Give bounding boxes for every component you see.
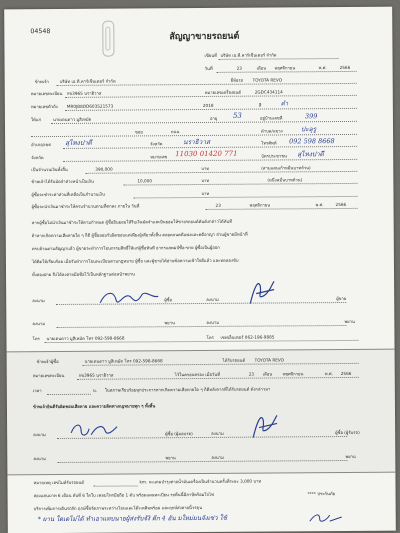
district-label: อำเภอ/เขต [31, 142, 52, 148]
chassis-value: MR0JB8DD603521573 [66, 103, 114, 109]
id-label: หมายเลข [150, 154, 168, 160]
insurance-note: ในสภาพเรียบร้อยทุกประการหากเกิดความเสียหายใด ๆ ก็ดีหลังจากที่ได้รับรถยนต์ ดังกล่าวมา [104, 386, 271, 393]
deposit-label: ข้าพเจ้าได้รับมัดจำล่วงหน้าเป็นเงิน [31, 178, 94, 185]
sign-label-witness2: ลงนาม [206, 319, 219, 325]
buyer-name: นายเดนดาว มูสิเหมัด [52, 116, 92, 123]
phone-value: 092 598 8668 [289, 137, 335, 146]
receiver-name: นายเดนดาว มูสิเหมัด โทร 092-598-8668 [84, 358, 163, 364]
contract-page [4, 7, 396, 533]
remit-month: พฤศจิกายน [249, 202, 271, 208]
seller-intro-label: ข้าพเจ้า [34, 79, 49, 85]
price-currency: บาท [201, 165, 210, 171]
remit-label: ผู้ซื้อจะนำเงินมาชำระให้ครบจำนวนตามที่ตกลง ภายใน วันที่ [31, 203, 140, 210]
received-car: TOYOTA REVO [254, 357, 284, 363]
handwritten-note: * ผาน ใดเดไม่ได้ ทำเอาแทบนายผู้ส่งรับจังิ ดีก 4 อัน มใหม่มนจังเซ่ว ใช้ [37, 514, 227, 524]
terms-line-1: หากผู้ซื้อไม่นำเงินมาชำระให้ตามกำหนด ผู้ซื้อยินยอมให้ริบเงินมัดจำและยินยอมให้ขายรถยนต์คันดังกล่าวได้ทันที [31, 218, 233, 226]
delivery-day: 23 [248, 371, 255, 377]
terms-line-5: ทั้งสองฝ่าย จึงได้ลงลายมือชื่อไว้เป็นหลักฐานต่อหน้าพยาน [32, 271, 135, 278]
color-value: ดำ [280, 100, 289, 108]
price-label: เป็นจำนวนเงินทั้งสิ้น [31, 166, 68, 173]
acknowledgement-line: ข้าพเจ้ายินดีรับผิดชอบเสียหาย และความผิดทางกฎหมายทุก ๆ ทั้งสิ้น [32, 403, 156, 410]
delivery-year: 2566 [340, 370, 352, 377]
document-number: 04548 [30, 28, 51, 36]
phone-label: โทรศัพท์ [261, 140, 277, 146]
buyer-signature [96, 286, 166, 308]
subdistrict-label: ตำบล/แขวง [261, 128, 283, 134]
balance-currency: บาท [201, 190, 210, 196]
sign-label-seller: ลงนาม [206, 296, 219, 302]
seller-phone-line: เซฟเอ็นเตอร์ 062-196-9885 [220, 334, 275, 340]
service-line: บริการเพิ่มการเดินรถจัก ฤกษ์ซื้อจัดภาพระหว่างโอนและโต๊ะเคลิมพร้อม และฤกษ์ส่งลายนิ้วรดุน [33, 504, 203, 512]
gift-label: **** ประกันภัย [307, 491, 336, 497]
year-label: พ.ศ. [318, 65, 327, 71]
soi-label: ซอย [135, 129, 143, 135]
footer-initials [308, 511, 348, 525]
id-province-label: จังหวัด [31, 155, 44, 161]
date-year: 2566 [339, 64, 351, 71]
price-words: (สามแสนเก้าหมื่นบาทถ้วน) [261, 165, 311, 171]
deposit-value: 10,000 [137, 178, 153, 184]
buyer-sign-role: ผู้ซื้อ [164, 297, 173, 303]
time-label: เวลา [32, 388, 42, 394]
color-label: สี [258, 102, 262, 108]
written-at-value: บริษัท เอ.ที.คาร์เซ็นเตอร์ จำกัด [220, 52, 277, 58]
address-label: อยู่บ้านเลขที่ [259, 115, 283, 121]
deposit-words: (หนึ่งหมื่นบาทถ้วน) [267, 177, 303, 183]
terms-line-3: ครบถ้วนตามสัญญาแล้ว ผู้ขายจะทำการโอนกรรมสิทธิ์ให้แก่ผู้ซื้อทันที อากรแสตมป์ซื้อ-ขาย ผู้ซื้อเป็นผู้ออก [31, 244, 220, 252]
phone-label-1: โทร [32, 336, 40, 342]
witness2-role: พยาน [344, 318, 355, 324]
receiver-role: ผู้ซื้อ (ผู้รับรถ) [335, 429, 360, 436]
terms-line-4: ได้ติดให้เรียบร้อย เมื่อรับทำการโอนทะเบียนตามกฎหมาย ผู้ซื้อ และผู้ขายได้อ่านข้อความเข้าใจดีแล้ว และทดลองขับ [31, 257, 239, 265]
received-car-label: ได้รับรถยนต์ [222, 357, 246, 363]
subdistrict-value: ปะลุรู [300, 125, 317, 134]
engine-value: 2GDC434114 [254, 89, 283, 95]
house-number: 399 [304, 112, 318, 121]
price-value: 390,000 [95, 166, 113, 172]
warranty-line: สองแสนบาท 6 เดือน ดับที่ 6 ใดใบ เคลมโทรมือถือ 1 ดับ พร้อมแผนทะเบียน รถตื่นนี้มีภาษีพร้อมใจไฟ [33, 491, 214, 499]
district-value: สุไหงปาดี [65, 138, 92, 147]
delivery-month-label: เดือน [262, 371, 273, 377]
date-label: วันที่ [204, 65, 213, 71]
written-at-label: เขียนที่ [204, 52, 217, 58]
age-value: 53 [232, 111, 242, 120]
seller-sign-role: ผู้ขาย [336, 295, 347, 302]
delivery-year-label: พ.ศ. [324, 371, 333, 377]
chassis-label: หมายเลขตัวถัง [30, 103, 58, 110]
deposit-currency: บาท [201, 177, 210, 183]
phone-label-2: โทร [206, 334, 214, 340]
delivery-date-label: ไว้ในครอบครอง เมื่อวันที่ [174, 371, 220, 378]
date-month: พฤศจิกายน [274, 65, 296, 71]
sign-label-witness1: ลงนาม [32, 321, 45, 327]
sign-label-receiver: ลงนาม [211, 430, 224, 436]
remit-day: 23 [215, 202, 221, 208]
remit-year: 2566 [335, 201, 347, 208]
terms-line-2: ถ้าหากเกิดความเสียหายใด ๆ ก็ดี ผู้ซื้อยอมรับผิดชอบแต่เพียงผู้เดียวทั้งสิ้น ตลอดจนคดีแพ่งและคดีอาญา ส่วนผู้ขายมีหน้าที่ [31, 231, 248, 239]
sign-label-witness3: ลงนาม [33, 456, 46, 462]
card-label: บัตรประชาชน [261, 153, 287, 159]
paper-clip-icon [102, 21, 114, 57]
document-title: สัญญาขายรถยนต์ [169, 31, 240, 43]
sign-label-witness4: ลงนาม [211, 454, 224, 460]
mileage-unit: km. จะแถมบำรุงถ่ายน้ำมันเครื่องเป็นจำนวนครั้งที่ระยะ 3,000 บาท [139, 478, 262, 485]
month-label: เดือน [256, 65, 267, 71]
brand-label: ยี่ห้อรถ [230, 77, 244, 83]
delivery-plate-label: หมายเลขทะเบียน [32, 372, 65, 379]
remit-year-label: พ.ศ. [315, 202, 324, 208]
balance-label: ผู้ซื้อจะชำระค่าส่วนที่เหลือเป็นจำนวนเงิน [31, 191, 105, 198]
witness1-role: พยาน [164, 320, 175, 326]
mileage-label: หมายเหตุ เลขไมล์รับรถยนต์ [33, 479, 85, 486]
age-label: อายุ [209, 115, 218, 121]
sign-label-buyer: ลงนาม [32, 298, 45, 304]
buyer-intro-label: ให้แก่ [30, 117, 42, 123]
model-year: 2018 [202, 102, 214, 108]
delivery-month: พฤศจิกายน [282, 371, 304, 377]
plate-value: กข3965 นราธิวาส [66, 90, 102, 96]
province-value: นราธิวาส [183, 137, 210, 147]
plate-label: หมายเลขทะเบียน [30, 90, 63, 97]
delivery-plate: กข3965 นราธิวาส [78, 372, 114, 378]
card-province: สุไหงปาดี [297, 150, 324, 159]
engine-label: หมายเลขเครื่องยนต์ [204, 89, 242, 95]
deliverer-role: ผู้ซื้อ (ผู้มอบรถ) [165, 431, 193, 437]
brand-value: TOYOTA REVO [252, 77, 283, 83]
buyer-phone-line: นายเดนดาว มูสิเหมัด โทร 092-598-8668 [46, 335, 125, 342]
province-label: จังหวัด [150, 141, 163, 147]
id-number: 11030 01420 771 [175, 149, 238, 159]
witness3-role: พยาน [165, 455, 176, 461]
receiver-intro: ข้าพเจ้าผู้ซื้อ [36, 358, 59, 365]
sign-label-deliverer: ลงนาม [33, 432, 46, 438]
seller-name: บริษัท เอ.ที.คาร์เซ็นเตอร์ จำกัด [59, 78, 116, 84]
date-day: 23 [236, 65, 242, 71]
road-label: ถนน [171, 129, 180, 135]
witness4-role: พยาน [345, 453, 356, 459]
time-unit: น. [92, 387, 98, 393]
